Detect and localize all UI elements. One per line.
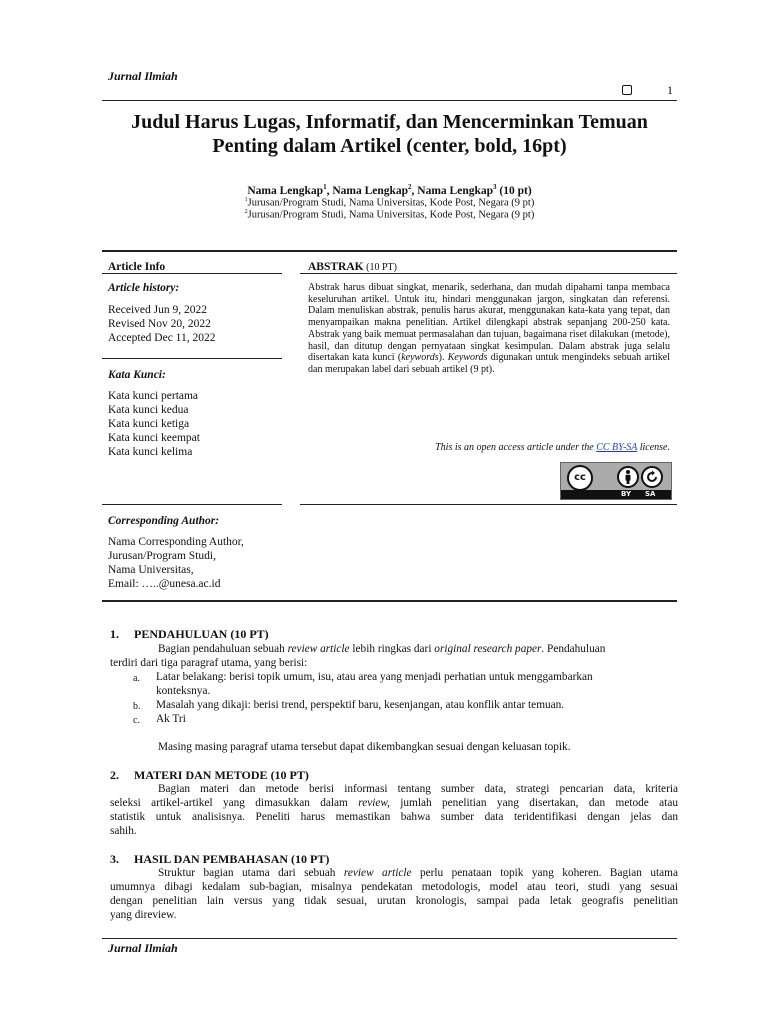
author-name: Nama Lengkap — [247, 184, 324, 197]
abstract-part: Abstrak harus dibuat singkat, menarik, sederhana, dan mudah dipahami tanpa membaca keseluruhan artikel. Untuk itu, hindari menggunakan jargon, singkatan dan referensi. Dalam menuliskan abstrak, penulis harus akurat, menggunakan kata-kata yang tepat, dan menyampaikan makna penelitian. Artikel dilengkapi abstrak sepanjang 200-250 kata. Abstrak yang baik memuat permasalahan dan tujuan, bagaimana riset dilakukan (metode), hasil, dan ditutup dengan pernyataan singkat kesimpulan. Dalam abstrak juga selalu disertakan kata kunci ( — [308, 282, 670, 364]
paragraph-line — [110, 796, 678, 810]
title-line-2: Penting dalam Artikel (center, bold, 16pt) — [212, 135, 567, 157]
italic-run: original research paper — [434, 643, 542, 655]
corresponding-email: Email: …..@unesa.ac.id — [108, 578, 221, 590]
corresponding-author-label: Corresponding Author: — [108, 515, 220, 527]
author-name: Nama Lengkap — [417, 184, 494, 197]
author-sep: , — [326, 184, 333, 197]
keyword-item: Kata kunci pertama — [108, 390, 199, 402]
footer-divider — [102, 938, 677, 939]
history-rule — [102, 358, 282, 359]
keywords-rule — [102, 504, 282, 505]
paragraph-line: terdiri dari tiga paragraf utama, yang berisi: — [110, 657, 308, 669]
footer-journal: Jurnal Ilmiah — [108, 941, 178, 955]
list-item: Ak Tri — [156, 713, 186, 725]
section-heading-pendahuluan: 1. PENDAHULUAN (10 PT) — [110, 627, 269, 641]
keywords-label: Kata Kunci: — [108, 369, 166, 381]
author-sup: 3 — [493, 183, 497, 191]
text-run: jumlah penelitian yang disertakan, dan metode atau — [389, 797, 678, 809]
title-line-1: Judul Harus Lugas, Informatif, dan Mencerminkan Temuan — [131, 111, 648, 133]
page-number: 1 — [667, 83, 673, 97]
author-sup: 2 — [408, 183, 412, 191]
paper-title — [102, 110, 677, 158]
author-sep: , — [411, 184, 418, 197]
square-icon — [622, 85, 632, 95]
abstract-part: ). — [438, 352, 448, 364]
text-run: lebih ringkas dari — [349, 643, 435, 655]
abstract-italic: Keywords — [447, 352, 488, 364]
abstract-heading-rule — [300, 273, 677, 274]
author-name: Nama Lengkap — [332, 184, 409, 197]
text-run: Struktur bagian utama dari sebuah — [158, 867, 344, 879]
paragraph-line: sahih. — [110, 825, 137, 837]
keyword-item: Kata kunci ketiga — [108, 418, 190, 430]
list-item-line: Latar belakang: berisi topik umum, isu, atau area yang menjadi perhatian untuk menggambarkan — [156, 671, 593, 683]
paragraph-line: Bagian materi dan metode berisi informasi tentang sumber data, strategi pencarian data, kriteria — [158, 783, 678, 795]
revised-date: Revised Nov 20, 2022 — [108, 318, 211, 330]
abstract-size-note: (10 PT) — [363, 262, 397, 273]
author-size-note: (10 pt) — [496, 184, 532, 197]
aff-text: Jurusan/Program Studi, Nama Universitas, Kode Post, Negara (9 pt) — [247, 197, 535, 209]
paragraph-line: umumnya dibagi kedalam sub-bagian, misalnya pendekatan metodologis, model atau teori, studi yang sesuai — [110, 881, 678, 893]
text-run: seleksi artikel-artikel yang dimasukkan dalam — [110, 797, 359, 809]
abstract-text — [308, 282, 670, 376]
abstract-title: ABSTRAK — [308, 261, 364, 273]
section-heading-hasil-pembahasan: 3. HASIL DAN PEMBAHASAN (10 PT) — [110, 852, 330, 866]
license-text: This is an open access article under the — [435, 442, 597, 453]
article-history-label: Article history: — [108, 282, 180, 294]
corresponding-line: Jurusan/Program Studi, — [108, 550, 216, 562]
list-item-line: konteksnya. — [156, 685, 211, 697]
text-run: perlu penataan topik yang koheren. Bagian utama — [411, 867, 678, 879]
abstract-heading — [308, 261, 397, 273]
text-run: . Pendahuluan — [541, 643, 606, 655]
info-bottom-rule — [102, 600, 677, 602]
affiliation-1 — [102, 197, 677, 209]
badge-sa-label: SA — [645, 490, 656, 498]
article-info-heading: Article Info — [108, 261, 166, 273]
keyword-item: Kata kunci kelima — [108, 446, 193, 458]
badge-by-label: BY — [621, 490, 632, 498]
list-marker: a. — [133, 673, 140, 684]
paragraph-line: dengan penelitian lain versus yang tidak sesuai, urutan kronologis, sampai pada letak geografis penelitian — [110, 895, 678, 907]
cc-by-sa-link[interactable]: CC BY-SA — [596, 442, 638, 453]
info-heading-rule — [102, 273, 282, 274]
paragraph-line: Masing masing paragraf utama tersebut dapat dikembangkan sesuai dengan keluasan topik. — [158, 741, 571, 753]
section-heading-materi-metode: 2. MATERI DAN METODE (10 PT) — [110, 768, 309, 782]
cc-icon: cc — [567, 465, 593, 491]
list-item — [156, 670, 678, 698]
aff-text: Jurusan/Program Studi, Nama Universitas, Kode Post, Negara (9 pt) — [247, 209, 535, 221]
corresponding-line: Nama Corresponding Author, — [108, 536, 244, 548]
license-statement — [300, 442, 670, 453]
attribution-icon — [617, 466, 639, 488]
list-marker: c. — [133, 715, 140, 726]
abstract-part: digunakan untuk mengindeks sebuah artikel dan merupakan label dari sebuah artikel (9 pt). — [308, 352, 670, 375]
received-date: Received Jun 9, 2022 — [108, 304, 208, 316]
author-list — [102, 183, 677, 197]
aff-sup: 2 — [244, 209, 248, 215]
accepted-date: Accepted Dec 11, 2022 — [108, 332, 216, 344]
text-run: Bagian pendahuluan sebuah — [158, 643, 288, 655]
aff-sup: 1 — [244, 197, 248, 203]
running-header-journal: Jurnal Ilmiah — [108, 69, 178, 83]
paragraph-line — [158, 866, 678, 880]
abstract-bottom-rule — [300, 504, 677, 505]
paragraph-line: statistik untuk analisisnya. Peneliti harus memastikan bahwa sumber data teridentifikasi dengan jelas dan — [110, 811, 678, 823]
keyword-item: Kata kunci kedua — [108, 404, 189, 416]
author-sup: 1 — [323, 183, 327, 191]
info-top-rule — [102, 250, 677, 252]
keywords-list — [108, 389, 200, 459]
cc-by-sa-badge[interactable] — [560, 462, 672, 500]
abstract-italic: keywords — [401, 352, 439, 364]
share-alike-icon — [641, 466, 663, 488]
italic-run: review article — [287, 643, 350, 655]
list-marker: b. — [133, 701, 141, 712]
license-text: license. — [637, 442, 670, 453]
header-divider — [102, 100, 677, 101]
keyword-item: Kata kunci keempat — [108, 432, 200, 444]
corresponding-author-block — [108, 535, 244, 591]
affiliation-2 — [102, 209, 677, 221]
corresponding-line: Nama Universitas, — [108, 564, 194, 576]
italic-run: review, — [358, 797, 390, 809]
paragraph-line: yang direview. — [110, 909, 177, 921]
list-item: Masalah yang dikaji: berisi trend, perspektif baru, kesenjangan, atau konflik antar temuan. — [156, 699, 565, 711]
paragraph-line — [158, 642, 678, 656]
italic-run: review article — [343, 867, 412, 879]
